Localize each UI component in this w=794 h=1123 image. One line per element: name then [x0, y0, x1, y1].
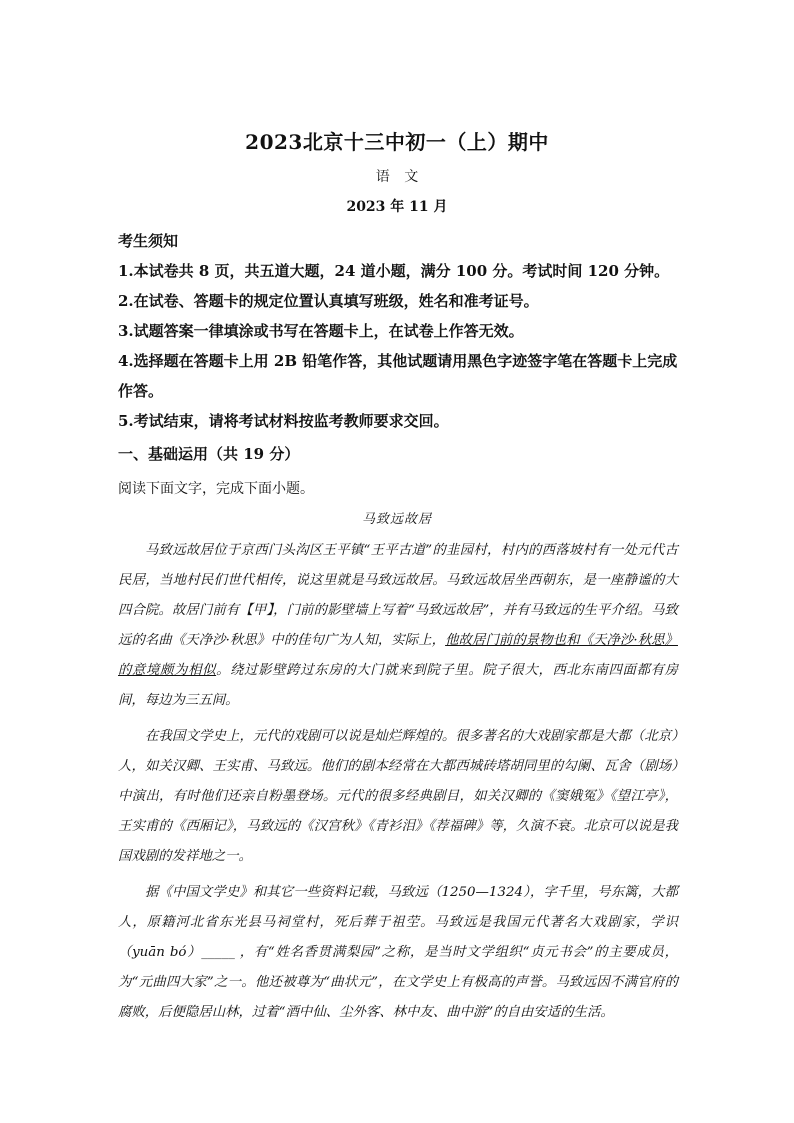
- passage-paragraph-3: 据《中国文学史》和其它一些资料记载，马致远（1250—1324），字千里，号东篱，大都人，原籍河北省东光县马祠堂村，死后葬于祖茔。马致远是我国元代著名大戏剧家，学识（yuān bó）_____ ，有“姓名香贯满梨园”之称，是当时文学组织“贞元书会”的主要成员，为“元曲四大家”之一。他还被尊为“曲状元”，在文学史上有极高的声誉。马致远因不满官府的腐败，后便隐居山林，过着“酒中仙、尘外客、林中友、曲中游”的自由安适的生活。: [118, 885, 678, 1020]
- notice-item-3: 4.选择题在答题卡上用 2B 铅笔作答，其他试题请用黑色字迹签字笔在答题卡上完成作答。: [118, 352, 678, 400]
- paragraph-1-text-a: 马致远故居位于京西门头沟区王平镇“王平古道”的韭园村，村内的西落坡村有一处元代古民居，当地村民们世代相传，说这里就是马致远故居。马致远故居坐西朝东，是一座静谧的大四合院。故居门前有【甲】，门前的影壁墙上写着“马致远故居”，并有马致远的生平介绍。马致远的名曲《天净沙·秋思》中的佳句广为人知，实际上，: [118, 543, 678, 648]
- passage-title: 马致远故居: [361, 512, 432, 527]
- passage-paragraph-1: [118, 536, 678, 716]
- exam-date: 2023 年 11 月: [346, 199, 448, 215]
- notice-heading: 考生须知: [118, 232, 179, 250]
- passage-paragraph-2: 在我国文学史上，元代的戏剧可以说是灿烂辉煌的。很多著名的大戏剧家都是大都（北京）人，如关汉卿、王实甫、马致远。他们的剧本经常在大都西城砖塔胡同里的勾阑、瓦舍（剧场）中演出，有时他们还亲自粉墨登场。元代的很多经典剧目，如关汉卿的《窦娥冤》《望江亭》，王实甫的《西厢记》，马致远的《汉宫秋》《青衫泪》《荐福碑》等，久演不衰。北京可以说是我国戏剧的发祥地之一。: [118, 729, 678, 864]
- paragraph-1-text-b: 。绕过影壁跨过东房的大门就来到院子里。院子很大，西北东南四面都有房间，每边为三五间。: [118, 663, 678, 708]
- section-instruction: 阅读下面文字，完成下面小题。: [118, 481, 314, 497]
- notice-item-2: 3.试题答案一律填涂或书写在答题卡上，在试卷上作答无效。: [118, 322, 524, 340]
- section-heading: 一、基础运用（共 19 分）: [118, 445, 300, 463]
- notice-item-1: 1.本试卷共 8 页，共五道大题，24 道小题，满分 100 分。考试时间 120 分钟。2.在试卷、答题卡的规定位置认真填写班级，姓名和准考证号。: [118, 262, 670, 310]
- page-title: 2023北京十三中初一（上）期中: [245, 130, 549, 154]
- subject-label: 语 文: [375, 169, 419, 185]
- notice-item-4: 5.考试结束，请将考试材料按监考教师要求交回。: [118, 412, 449, 430]
- underlined-sentence: 他故居门前的景物也和《天净沙·秋思》的意境颇为相似: [118, 633, 678, 678]
